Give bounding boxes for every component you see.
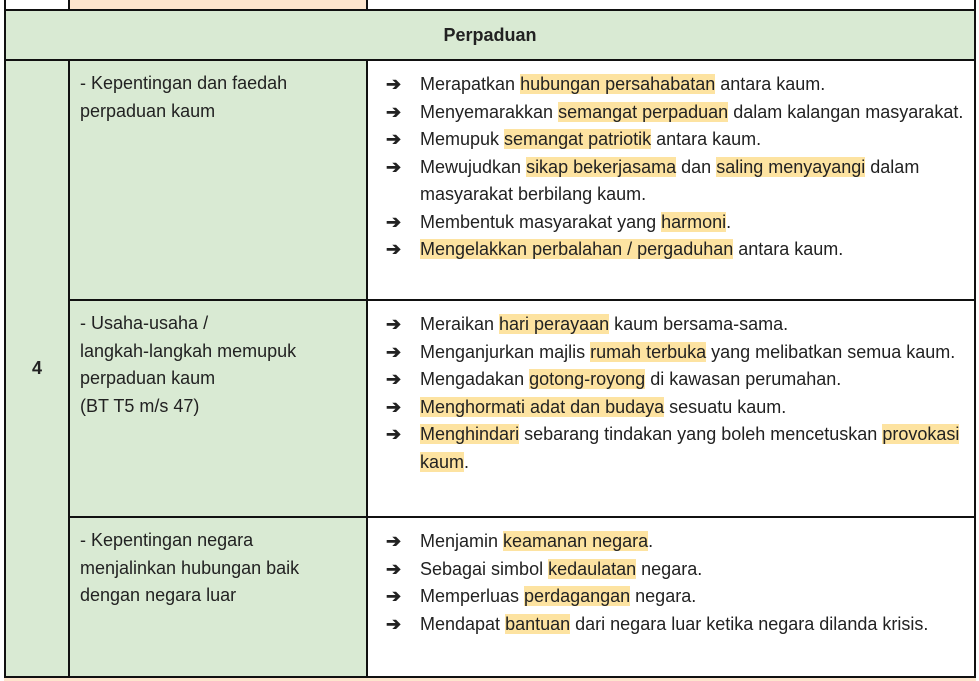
arrow-right-icon: ➔ xyxy=(386,558,402,579)
bullet-point xyxy=(386,209,966,237)
points-cell-1 xyxy=(368,61,976,301)
point-text: antara kaum. xyxy=(733,239,844,259)
arrow-right-icon: ➔ xyxy=(386,211,402,232)
point-text: yang melibatkan semua kaum. xyxy=(706,341,956,362)
point-text: di kawasan perumahan. xyxy=(645,369,842,389)
point-text: . xyxy=(648,531,654,551)
highlighted-text: Mengelakkan perbalahan / pergaduhan xyxy=(420,239,734,259)
bullet-point xyxy=(386,71,966,99)
top-strip-right xyxy=(368,0,976,11)
point-text: Mengadakan xyxy=(420,369,530,389)
point-text: dalam masyarakat berbilang kaum. xyxy=(420,156,920,204)
arrow-right-icon: ➔ xyxy=(386,424,402,444)
bullet-point xyxy=(386,556,966,584)
point-text: Memupuk xyxy=(420,129,505,149)
row-number: 4 xyxy=(31,358,42,378)
point-text: Menganjurkan majlis xyxy=(420,341,591,362)
arrow-right-icon: ➔ xyxy=(386,101,402,122)
highlighted-text: semangat perpaduan xyxy=(558,101,729,122)
topic-line: perpaduan kaum xyxy=(80,100,216,121)
section-title: Perpaduan xyxy=(443,24,537,45)
topic-line: langkah-langkah memupuk xyxy=(80,340,297,361)
points-cell-2 xyxy=(368,301,976,518)
highlighted-text: bantuan xyxy=(505,613,571,634)
arrow-right-icon: ➔ xyxy=(386,341,402,362)
highlighted-text: gotong-royong xyxy=(529,369,646,389)
arrow-right-icon: ➔ xyxy=(386,314,402,334)
topic-line: - Kepentingan dan faedah xyxy=(80,73,288,93)
highlighted-text: provokasi kaum xyxy=(420,424,960,472)
highlighted-text: rumah terbuka xyxy=(590,341,707,362)
arrow-right-icon: ➔ xyxy=(386,586,402,606)
arrow-right-icon: ➔ xyxy=(386,129,402,149)
bullet-point xyxy=(386,339,966,367)
bullet-point xyxy=(386,528,966,556)
point-text: Menjamin xyxy=(420,531,504,551)
topic-cell-1 xyxy=(70,61,368,301)
point-text: Meraikan xyxy=(420,314,500,334)
point-text: antara kaum. xyxy=(651,129,762,149)
points-list xyxy=(368,61,974,264)
bullet-point xyxy=(386,394,966,422)
arrow-right-icon: ➔ xyxy=(386,239,402,259)
topic-line: perpaduan kaum xyxy=(80,368,216,388)
topic-line: menjalinkan hubungan baik xyxy=(80,557,300,578)
point-text: Membentuk masyarakat yang xyxy=(420,211,662,232)
highlighted-text: hari perayaan xyxy=(499,314,610,334)
arrow-right-icon: ➔ xyxy=(386,613,402,634)
bullet-point xyxy=(386,126,966,154)
bullet-point xyxy=(386,366,966,394)
point-text: Mendapat xyxy=(420,613,506,634)
bullet-point xyxy=(386,154,966,209)
highlighted-text: hubungan persahabatan xyxy=(520,74,716,94)
point-text: dan xyxy=(676,156,717,177)
highlighted-text: kedaulatan xyxy=(548,558,637,579)
bullet-point xyxy=(386,236,966,264)
row-number-cell xyxy=(4,61,70,678)
point-text: negara. xyxy=(630,586,697,606)
point-text: antara kaum. xyxy=(715,74,826,94)
topic-line: - Usaha-usaha / xyxy=(80,313,209,333)
point-text: Merapatkan xyxy=(420,74,521,94)
arrow-right-icon: ➔ xyxy=(386,531,402,551)
point-text: . xyxy=(726,211,732,232)
highlighted-text: Menghindari xyxy=(420,424,520,444)
point-text: dari negara luar ketika negara dilanda krisis. xyxy=(570,613,929,634)
point-text: . xyxy=(464,451,470,472)
bullet-point xyxy=(386,311,966,339)
point-text: Mewujudkan xyxy=(420,156,527,177)
point-text: Menyemarakkan xyxy=(420,101,559,122)
highlighted-text: keamanan negara xyxy=(503,531,649,551)
point-text: kaum bersama-sama. xyxy=(609,314,789,334)
points-list xyxy=(368,301,974,476)
point-text: negara. xyxy=(636,558,703,579)
section-header xyxy=(4,11,976,61)
bullet-point xyxy=(386,611,966,639)
point-text: sesuatu kaum. xyxy=(664,396,787,417)
highlighted-text: sikap bekerjasama xyxy=(526,156,677,177)
points-list xyxy=(368,518,974,638)
arrow-right-icon: ➔ xyxy=(386,369,402,389)
point-text: dalam kalangan masyarakat. xyxy=(728,101,964,122)
highlighted-text: Menghormati adat dan budaya xyxy=(420,396,665,417)
top-strip-topic-cell xyxy=(70,0,368,11)
bullet-point xyxy=(386,99,966,127)
topic-line: (BT T5 m/s 47) xyxy=(80,395,200,416)
topic-cell-2 xyxy=(70,301,368,518)
topic-line: dengan negara luar xyxy=(80,585,237,605)
arrow-right-icon: ➔ xyxy=(386,396,402,417)
arrow-right-icon: ➔ xyxy=(386,74,402,94)
points-cell-3 xyxy=(368,518,976,678)
bullet-point xyxy=(386,583,966,611)
highlighted-text: perdagangan xyxy=(524,586,631,606)
bullet-point xyxy=(386,421,966,476)
topic-cell-3 xyxy=(70,518,368,678)
highlighted-text: harmoni xyxy=(661,211,727,232)
top-strip-left xyxy=(4,0,70,11)
point-text: Memperluas xyxy=(420,586,525,606)
point-text: sebarang tindakan yang boleh mencetuskan xyxy=(519,424,883,444)
highlighted-text: semangat patriotik xyxy=(504,129,652,149)
arrow-right-icon: ➔ xyxy=(386,156,402,177)
highlighted-text: saling menyayangi xyxy=(716,156,866,177)
topic-line: - Kepentingan negara xyxy=(80,530,254,550)
point-text: Sebagai simbol xyxy=(420,558,549,579)
